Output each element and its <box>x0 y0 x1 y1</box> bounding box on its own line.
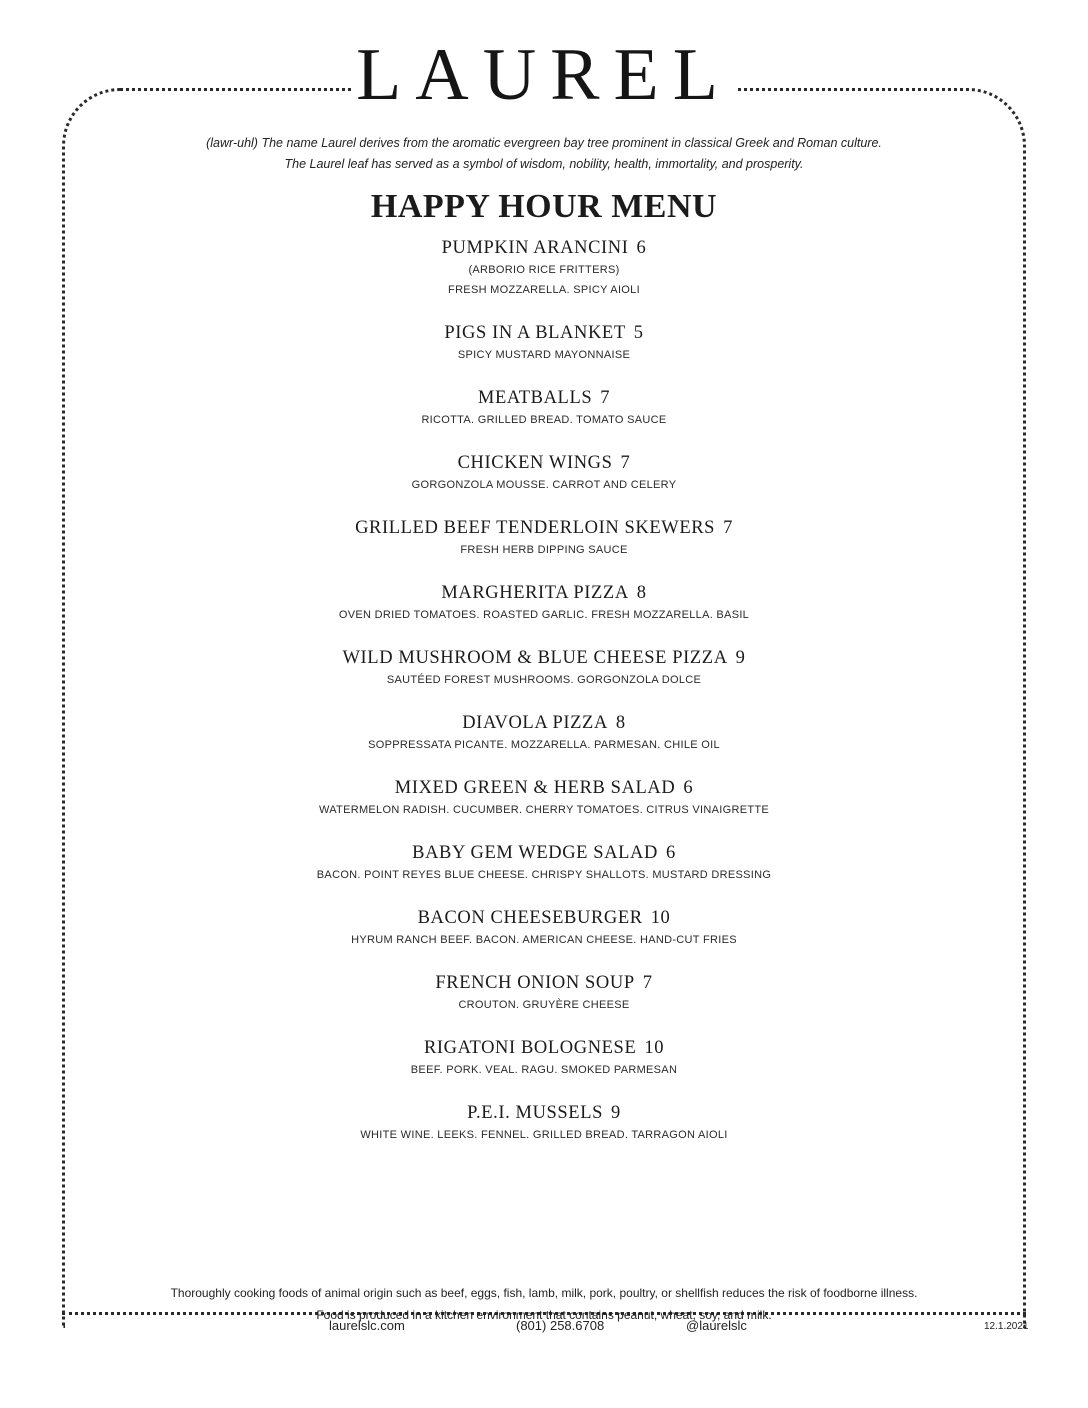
menu-item <box>140 386 948 430</box>
menu-item <box>140 581 948 625</box>
menu-item-description: SAUTÉED FOREST MUSHROOMS. GORGONZOLA DOLCE <box>386 674 702 686</box>
menu-item-price: 7 <box>620 453 631 473</box>
menu-item-name: CHICKEN WINGS <box>457 453 613 473</box>
menu-item-description: WHITE WINE. LEEKS. FENNEL. GRILLED BREAD. TARRAGON AIOLI <box>360 1129 728 1141</box>
menu-item <box>140 516 948 560</box>
menu-item-price: 7 <box>642 973 653 993</box>
menu-item-price: 10 <box>650 908 671 928</box>
intro-line-1: (lawr-uhl) The name Laurel derives from the aromatic evergreen bay tree prominent in classical Greek and Roman culture. <box>206 136 882 150</box>
menu-item-name: PIGS IN A BLANKET <box>444 323 626 343</box>
menu-item-description: (ARBORIO RICE FRITTERS) <box>468 264 620 276</box>
menu-item-heading <box>140 321 948 345</box>
menu-item-price: 7 <box>723 518 733 538</box>
menu-item-price: 6 <box>636 238 647 258</box>
food-safety-line-1: Thoroughly cooking foods of animal origin such as beef, eggs, fish, lamb, milk, pork, poultry, or shellfish reduces the risk of foodborne illness. <box>170 1286 918 1300</box>
menu-item-heading <box>140 581 948 605</box>
menu-item-description: WATERMELON RADISH. CUCUMBER. CHERRY TOMATOES. CITRUS VINAIGRETTE <box>318 804 770 816</box>
menu-item-description: OVEN DRIED TOMATOES. ROASTED GARLIC. FRESH MOZZARELLA. BASIL <box>338 609 750 621</box>
menu-item-name: MARGHERITA PIZZA <box>441 583 629 603</box>
menu-item-price: 8 <box>615 713 626 733</box>
social-handle[interactable]: @laurelslc <box>686 1318 747 1333</box>
menu-item-price: 6 <box>665 843 676 863</box>
menu-item-name: GRILLED BEEF TENDERLOIN SKEWERS <box>355 518 716 538</box>
menu-title: HAPPY HOUR MENU <box>370 188 718 225</box>
menu-item-heading <box>140 236 948 260</box>
menu-item-heading <box>140 971 948 995</box>
menu-item-price: 5 <box>633 323 644 343</box>
menu-item-heading <box>140 1036 948 1060</box>
menu-item <box>140 646 948 690</box>
menu-item-price: 10 <box>644 1038 665 1058</box>
menu-item <box>140 841 948 885</box>
menu-item <box>140 451 948 495</box>
menu-item-name: BACON CHEESEBURGER <box>417 908 643 928</box>
menu-item-description: FRESH MOZZARELLA. SPICY AIOLI <box>448 284 640 296</box>
menu-item-price: 9 <box>735 648 746 668</box>
menu-item-name: WILD MUSHROOM & BLUE CHEESE PIZZA <box>342 648 728 668</box>
menu-item-heading <box>140 841 948 865</box>
menu-item-price: 8 <box>636 583 647 603</box>
menu-item-description: SPICY MUSTARD MAYONNAISE <box>457 349 631 361</box>
menu-item-name: P.E.I. MUSSELS <box>467 1103 604 1123</box>
menu-item-heading <box>140 516 948 540</box>
menu-item-price: 6 <box>683 778 694 798</box>
brand-logo: LAUREL <box>356 34 732 116</box>
menu-item-description: GORGONZOLA MOUSSE. CARROT AND CELERY <box>411 479 677 491</box>
menu-item-heading <box>140 1101 948 1125</box>
menu-item-heading <box>140 386 948 410</box>
menu-item-heading <box>140 776 948 800</box>
menu-item-description: BACON. POINT REYES BLUE CHEESE. CHRISPY SHALLOTS. MUSTARD DRESSING <box>316 869 772 881</box>
menu-item-heading <box>140 451 948 475</box>
menu-date: 12.1.2021 <box>984 1321 1029 1332</box>
menu-item <box>140 971 948 1015</box>
menu-item-description: FRESH HERB DIPPING SAUCE <box>460 544 628 556</box>
menu-item-name: BABY GEM WEDGE SALAD <box>412 843 658 863</box>
menu-item-description: HYRUM RANCH BEEF. BACON. AMERICAN CHEESE. HAND-CUT FRIES <box>351 934 737 946</box>
menu-item <box>140 1101 948 1145</box>
intro-text <box>90 133 998 175</box>
menu-item-heading <box>140 711 948 735</box>
menu-item <box>140 1036 948 1080</box>
menu-item-price: 7 <box>600 388 611 408</box>
menu-item-name: FRENCH ONION SOUP <box>435 973 635 993</box>
menu-item <box>140 776 948 820</box>
allergen-line: Food is produced in a kitchen environment that contains peanut, wheat, soy, and milk. <box>316 1308 772 1322</box>
menu-item <box>140 321 948 365</box>
menu-item-price: 9 <box>611 1103 621 1123</box>
menu-item <box>140 906 948 950</box>
menu-item-description: RICOTTA. GRILLED BREAD. TOMATO SAUCE <box>421 414 667 426</box>
menu-item <box>140 236 948 300</box>
menu-item-heading <box>140 646 948 670</box>
menu-item-heading <box>140 906 948 930</box>
menu-item-description: CROUTON. GRUYÈRE CHEESE <box>458 999 630 1011</box>
website-link[interactable]: laurelslc.com <box>329 1318 405 1333</box>
menu-item-description: BEEF. PORK. VEAL. RAGU. SMOKED PARMESAN <box>410 1064 678 1076</box>
menu-item-name: RIGATONI BOLOGNESE <box>423 1038 637 1058</box>
menu-item-description: SOPPRESSATA PICANTE. MOZZARELLA. PARMESAN. CHILE OIL <box>368 739 720 751</box>
menu-item <box>140 711 948 755</box>
menu-item-name: DIAVOLA PIZZA <box>462 713 608 733</box>
phone-number[interactable]: (801) 258.6708 <box>516 1318 605 1333</box>
menu-item-list <box>140 236 948 1166</box>
intro-line-2: The Laurel leaf has served as a symbol of wisdom, nobility, health, immortality, and prosperity. <box>284 157 804 171</box>
footer <box>0 1318 1088 1338</box>
menu-item-name: MEATBALLS <box>477 388 593 408</box>
menu-item-name: MIXED GREEN & HERB SALAD <box>394 778 676 798</box>
menu-item-name: PUMPKIN ARANCINI <box>441 238 629 258</box>
